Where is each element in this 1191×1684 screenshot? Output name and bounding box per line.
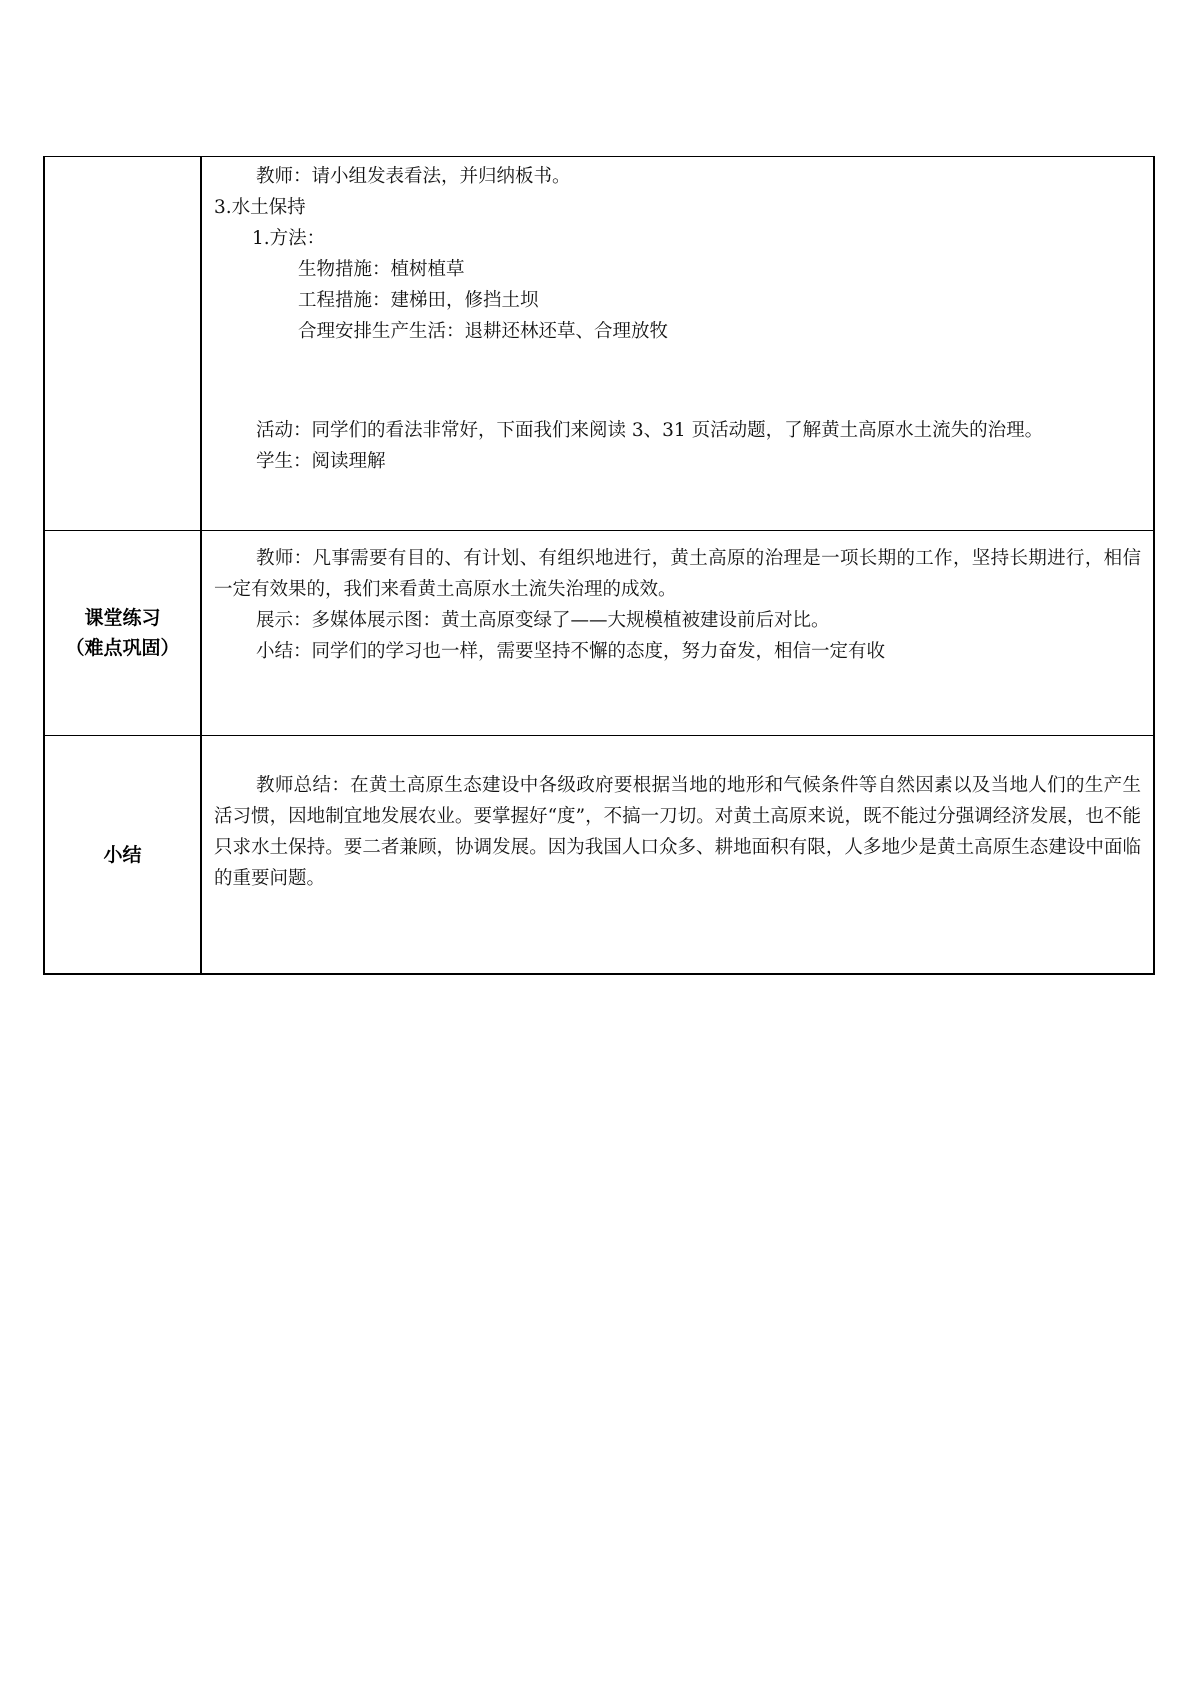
table-row-water-conservation bbox=[44, 157, 1154, 531]
summary-line: 小结：同学们的学习也一样，需要坚持不懈的态度，努力奋发，相信一定有收 bbox=[256, 641, 886, 662]
activity-paragraph: 活动：同学们的看法非常好，下面我们来阅读 3、31 页活动题，了解黄土高原水土流失的治理。 bbox=[256, 420, 1044, 441]
lesson-plan-table bbox=[43, 156, 1155, 975]
table-row-summary bbox=[44, 736, 1154, 975]
method-biological: 生物措施：植树植草 bbox=[298, 259, 465, 280]
blank-space bbox=[214, 347, 1141, 415]
teacher-summary-paragraph: 教师总结：在黄土高原生态建设中各级政府要根据当地的地形和气候条件等自然因素以及当地人们的生产生活习惯，因地制宜地发展农业。要掌握好“度”，不搞一刀切。对黄土高原来说，既不能过分强调经济发展，也不能只求水土保持。要二者兼顾，协调发展。因为我国人口众多、耕地面积有限，人多地少是黄土高原生态建设中面临的重要问题。 bbox=[214, 775, 1141, 889]
subheading-methods: 1.方法： bbox=[252, 228, 326, 249]
row-label-empty bbox=[44, 157, 201, 531]
label-line-1: 课堂练习 bbox=[84, 607, 161, 629]
table-row-classroom-practice bbox=[44, 531, 1154, 736]
teacher-prompt-line: 教师：请小组发表看法，并归纳板书。 bbox=[256, 166, 571, 187]
row-content-water-conservation bbox=[201, 157, 1154, 531]
row-label-classroom-practice bbox=[44, 531, 201, 736]
label-line-2: （难点巩固） bbox=[65, 637, 180, 659]
display-line: 展示：多媒体展示图：黄土高原变绿了——大规模植被建设前后对比。 bbox=[256, 610, 830, 631]
method-production: 合理安排生产生活：退耕还林还草、合理放牧 bbox=[298, 321, 669, 342]
teacher-paragraph: 教师：凡事需要有目的、有计划、有组织地进行，黄土高原的治理是一项长期的工作，坚持长期进行，相信一定有效果的，我们来看黄土高原水土流失治理的成效。 bbox=[214, 548, 1141, 600]
student-line: 学生：阅读理解 bbox=[256, 451, 386, 472]
row-content-classroom-practice bbox=[201, 531, 1154, 736]
row-label-summary bbox=[44, 736, 201, 975]
row-content-summary bbox=[201, 736, 1154, 975]
label-line-1: 小结 bbox=[103, 843, 142, 866]
section-heading: 3.水土保持 bbox=[214, 197, 306, 218]
method-engineering: 工程措施：建梯田，修挡土坝 bbox=[298, 290, 539, 311]
